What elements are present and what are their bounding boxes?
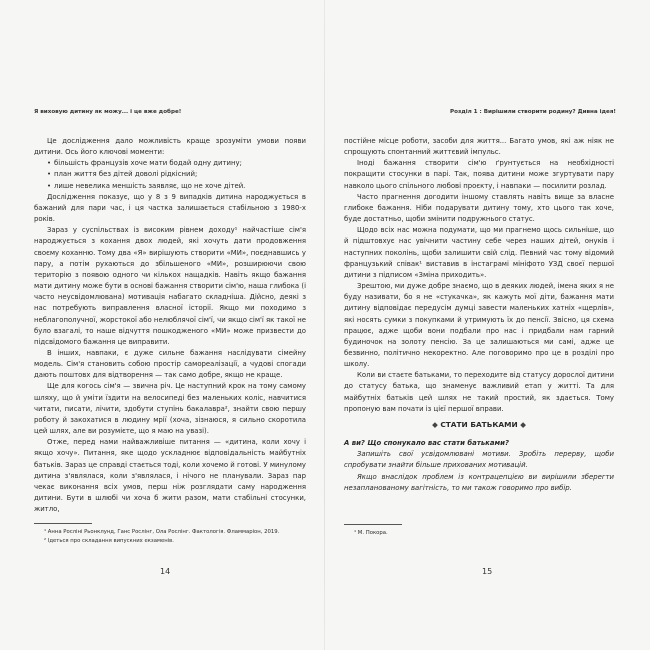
paragraph: Дослідження показує, що у 8 з 9 випадків дитина народжується в бажаний для пари час, і ця частка залишається стабільною з 1980-х років.: [34, 192, 306, 224]
running-head-left: Я виховую дитину як можу... і це вже добре!: [34, 109, 182, 115]
section-heading: ◆ СТАТИ БАТЬКАМИ ◆: [432, 419, 526, 429]
bullet-item: • більшість французів хоче мати бодай одну дитину;: [34, 158, 306, 169]
paragraph: Отже, перед нами найважливіше питання — «дитина, коли хочу і якщо хочу». Питання, яке щодо ускладнює відповідальність майбутніх батьків. Зараз це справді стається тоді, коли хочемо й готові. У минулому дитина з'являлася, коли з'являлася, і нічого не планували. Зараз пар чекає виконання всіх умов, перш ніж розглядати саму народження дитини. Бути в шлюбі чи хоча б жити разом, мати стабільні стосунки, житло,: [34, 438, 306, 514]
diamond-ornament-icon: ◆: [432, 419, 438, 429]
diamond-ornament-icon: ◆: [520, 419, 526, 429]
footnote: ² Ідеться про складання випускних екзаменів.: [44, 537, 174, 544]
right-page-body: [344, 136, 614, 537]
bullet-item: • лише невелика меншість заявляє, що не хоче дітей.: [34, 181, 306, 192]
footnote: ¹ Анна Росліні Рьонклунд, Ганс Рослінг, Ола Рослінг. Фактологія. Фламмаріон, 2019.: [44, 529, 280, 536]
paragraph: Часто прагнення догодити іншому ставлять навіть вище за власне глибоке бажання. Ніби подарувати дитину тому, хто цього так хоче, буде достатньо, щоби змінити подружнього статус.: [344, 192, 614, 224]
paragraph: постійне місце роботи, засоби для життя... Багато умов, які аж ніяк не спрощують спонтанний життєвий імпульс.: [344, 137, 614, 157]
left-page-body: [34, 136, 306, 545]
paragraph: Коли ви стаєте батьками, то переходите від статусу дорослої дитини до статусу батька, що знаменує важливий етап у житті. Та для майбутніх батьків цей шлях не такий простий, як здається. Тому пропоную вам почати із цієї першої вправи.: [344, 371, 614, 413]
exercise-text: Якщо внаслідок проблем із контрацепцією ви вирішили зберегти незапланованому вагітність, то ми також говоримо про вибір.: [344, 472, 614, 492]
exercise-text: Запишіть свої усвідомлювані мотиви. Зробіть перерву, щоби спробувати знайти більше прихованих мотивацій.: [344, 450, 614, 470]
bullet-item: • план життя без дітей доволі рідкісний;: [34, 169, 306, 180]
page-number-left: 14: [160, 567, 171, 576]
paragraph: Це дослідження дало можливість краще зрозуміти умови появи дитини. Ось його ключові моменти:: [34, 137, 306, 157]
right-page: [325, 0, 650, 650]
footnote-rule: [344, 524, 402, 525]
paragraph: Щодо всіх нас можна подумати, що ми прагнемо щось сильніше, що й підштовхує нас увічнити частину себе через наших дітей, онуків і наступних поколінь, щоби залишити свій слід. Певний час тому відомий французький співак¹ виставив в інстаграмі мініфото УЗД своєї першої дитини з підписом «Зміна приходить».: [344, 226, 614, 279]
paragraph: Зрештою, ми дуже добре знаємо, що в деяких людей, імена яких я не буду називати, бо я не «стукачка», як кажуть мої діти, бажання мати дитину відповідає передусім думці завести маленьких хатніх «щерлів», які носять сумки з покупками й утримують їх до пенсії. Звісно, ця схема працює, адже щоби вони подбали про нас і придбали нам гарний будиночок на золоту пенсію. За це залишаються ми самі, адже це безвинно, полiтично некоректно. Але поговоримо про це в розділі про школу.: [344, 282, 614, 369]
paragraph: Зараз у суспільствах із високим рівнем доходу¹ найчастіше сім'я народжується з кохання двох людей, які хочуть дати продовження своєму коханню. Тому два «Я» вирішують створити «МИ», поєднавшись у пару, а потім рухаються до збільшеного «МИ», розширюючи свою територію з появою одного чи кількох нащадків. Навіть якщо бажання мати дитину може бути в основі бажання створити сім'ю, наша глибока (і часто неусвідомлювана) мотивація набагато складніша. Дійсно, деякі з нас потребують виправлення власної історії. Якщо ми походимо з неблагополучної, жорстокої або нелюблячої сім'ї, чи якщо сім'ї як такої не було взагалі, то наше відчуття пошкодженого «МИ» може призвести до підсвідомого бажання це виправити.: [34, 226, 306, 346]
exercise-question: А ви? Що спонукало вас стати батьками?: [344, 439, 509, 448]
footnote: ¹ М. Покора.: [354, 529, 388, 536]
footnote-rule: [34, 523, 92, 524]
paragraph: Іноді бажання створити сім'ю ґрунтується на необхідності покращити стосунки в парі. Так, поява дитини може згуртувати пару навколо цього спільного любові проєкту, і навпаки — посилити розлад.: [344, 159, 614, 190]
paragraph: В інших, навпаки, є дуже сильне бажання наслідувати сімейну модель. Сім'я становить собою простір самореалізації, а чудові спогади дають поштовх для відтворення — так само добре, якщо не краще.: [34, 348, 306, 380]
running-head-right: Розділ 1 : Вирішили створити родину? Дивна ідея!: [450, 109, 616, 115]
page-number-right: 15: [482, 567, 493, 576]
paragraph: Ще для когось сім'я — звична річ. Це наступний крок на тому самому шляху, що й уміти їздити на велосипеді без маленьких коліс, навчитися читати, писати, лічити, здобути ступінь бакалавра², знайти свою першу роботу й закохатися в людину мрії (хоча, зізнаюся, я сильно скоротила цей шлях, але ви розумієте, що я маю на увазі).: [34, 382, 306, 436]
